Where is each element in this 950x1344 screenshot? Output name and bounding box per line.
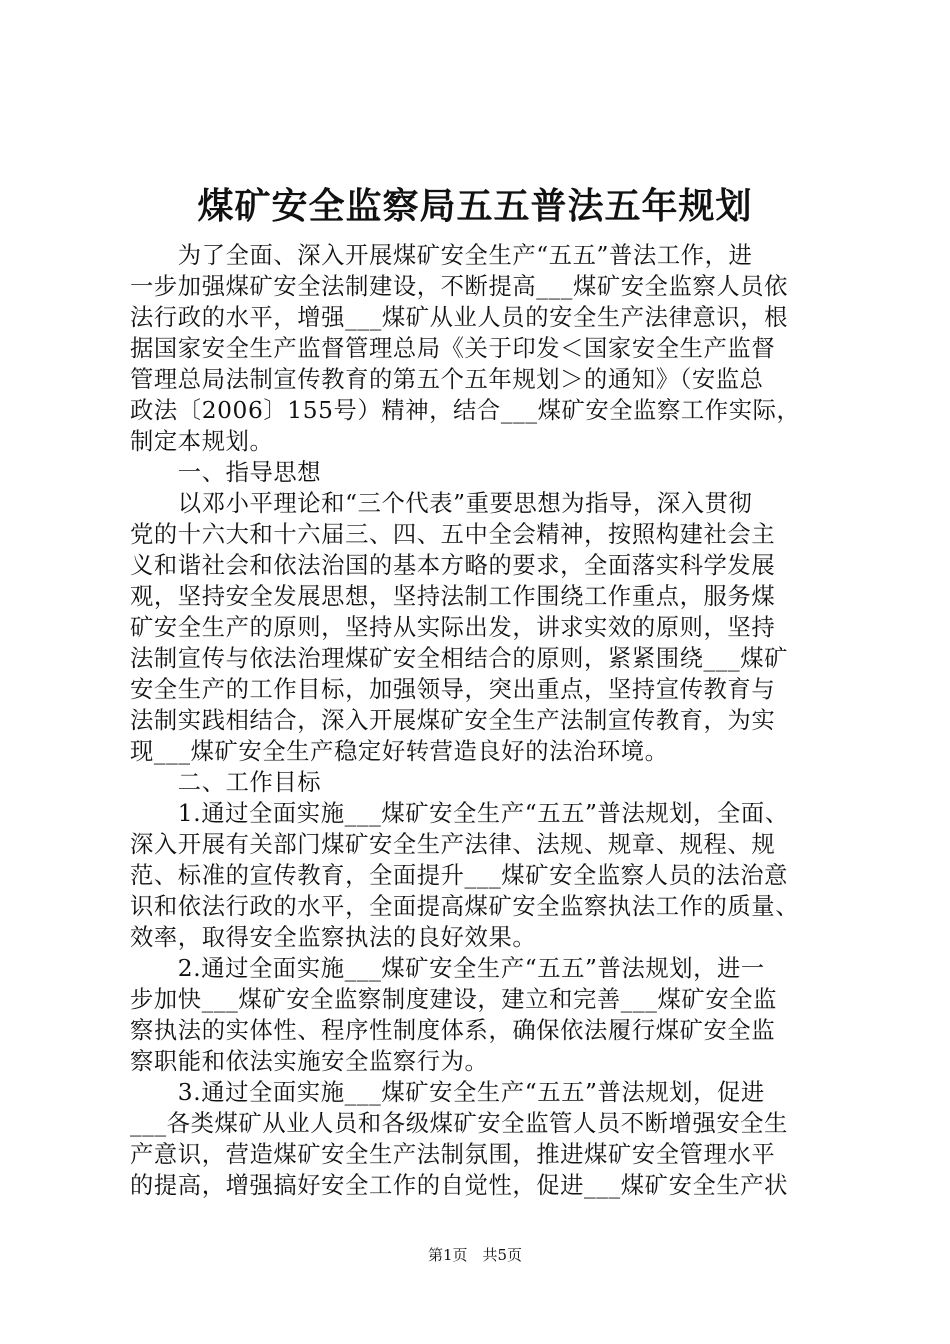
body-line: 察执法的实体性、程序性制度体系，确保依法履行煤矿安全监 bbox=[130, 1017, 776, 1044]
body-line: ___各类煤矿从业人员和各级煤矿安全监管人员不断增强安全生 bbox=[130, 1110, 789, 1137]
body-line: 观，坚持安全发展思想，坚持法制工作围绕工作重点，服务煤 bbox=[130, 583, 776, 610]
body-line: 党的十六大和十六届三、四、五中全会精神，按照构建社会主 bbox=[130, 521, 776, 548]
body-line: 法行政的水平，增强___煤矿从业人员的安全生产法律意识，根 bbox=[130, 304, 789, 331]
body-line: 2.通过全面实施___煤矿安全生产“五五”普法规划，进一 bbox=[130, 955, 765, 982]
body-line: 安全生产的工作目标，加强领导，突出重点，坚持宣传教育与 bbox=[130, 676, 776, 703]
document-title: 煤矿安全监察局五五普法五年规划 bbox=[197, 185, 753, 227]
body-line: 为了全面、深入开展煤矿安全生产“五五”普法工作，进 bbox=[130, 242, 753, 269]
body-line: 现___煤矿安全生产稳定好转营造良好的法治环境。 bbox=[130, 738, 669, 765]
body-line: 政法〔2006〕155号）精神，结合___煤矿安全监察工作实际， bbox=[130, 397, 801, 424]
body-line: 制定本规划。 bbox=[130, 428, 274, 455]
body-line: 深入开展有关部门煤矿安全生产法律、法规、规章、规程、规 bbox=[130, 831, 776, 858]
body-line: 产意识，营造煤矿安全生产法制氛围，推进煤矿安全管理水平 bbox=[130, 1141, 776, 1168]
body-line: 的提高，增强搞好安全工作的自觉性，促进___煤矿安全生产状 bbox=[130, 1172, 789, 1199]
body-line: 管理总局法制宣传教育的第五个五年规划＞的通知》（安监总 bbox=[130, 366, 764, 393]
body-line: 3.通过全面实施___煤矿安全生产“五五”普法规划，促进 bbox=[130, 1079, 765, 1106]
body-line: 以邓小平理论和“三个代表”重要思想为指导，深入贯彻 bbox=[130, 490, 753, 517]
body-line: 效率，取得安全监察执法的良好效果。 bbox=[130, 924, 537, 951]
body-line: 据国家安全生产监督管理总局《关于印发＜国家安全生产监督 bbox=[130, 335, 776, 362]
page-footer: 第1页 共5页 bbox=[427, 1246, 523, 1264]
body-line: 法制宣传与依法治理煤矿安全相结合的原则，紧紧围绕___煤矿 bbox=[130, 645, 789, 672]
body-line: 法制实践相结合，深入开展煤矿安全生产法制宣传教育，为实 bbox=[130, 707, 776, 734]
document-body bbox=[130, 240, 890, 1201]
section-heading: 一、指导思想 bbox=[130, 459, 322, 486]
body-line: 1.通过全面实施___煤矿安全生产“五五”普法规划，全面、 bbox=[130, 800, 789, 827]
body-line: 义和谐社会和依法治国的基本方略的要求，全面落实科学发展 bbox=[130, 552, 776, 579]
body-line: 一步加强煤矿安全法制建设，不断提高___煤矿安全监察人员依 bbox=[130, 273, 789, 300]
body-line: 识和依法行政的水平，全面提高煤矿安全监察执法工作的质量、 bbox=[130, 893, 800, 920]
body-line: 范、标准的宣传教育，全面提升___煤矿安全监察人员的法治意 bbox=[130, 862, 789, 889]
body-line: 察职能和依法实施安全监察行为。 bbox=[130, 1048, 489, 1075]
body-line: 矿安全生产的原则，坚持从实际出发，讲求实效的原则，坚持 bbox=[130, 614, 776, 641]
section-heading: 二、工作目标 bbox=[130, 769, 322, 796]
body-line: 步加快___煤矿安全监察制度建设，建立和完善___煤矿安全监 bbox=[130, 986, 778, 1013]
